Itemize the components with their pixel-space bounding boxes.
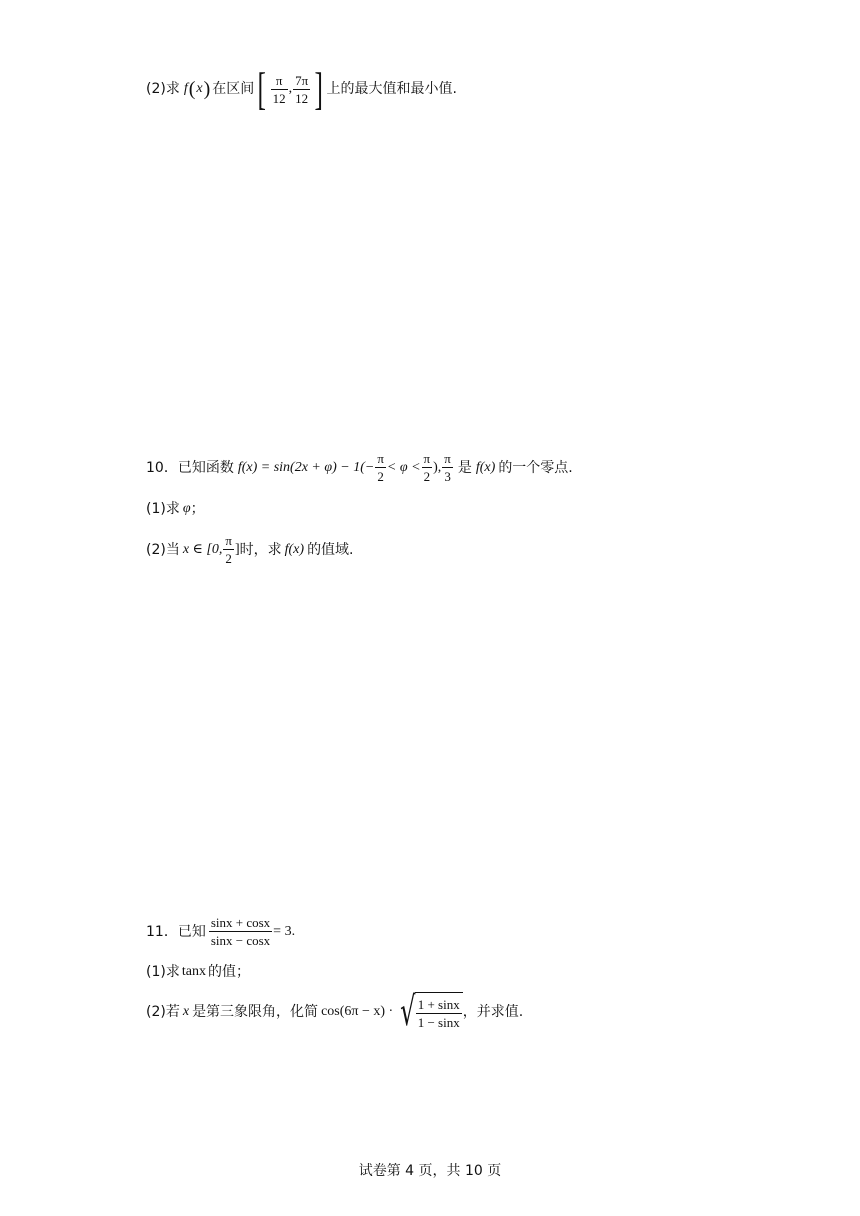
page-footer: 试卷第 4 页，共 10 页 [358, 1163, 502, 1179]
p11-sqrt-den: 1 − sinx [417, 1014, 460, 1030]
p10-frac1-num: π [377, 451, 384, 466]
p11-sqrt-body [415, 992, 463, 1032]
p11-sqrt-frac [416, 998, 462, 1029]
p10-frac2 [422, 452, 433, 483]
problem11-part1 [146, 965, 250, 979]
p10-part2-expr: x ∈ [0, [182, 541, 223, 557]
p11-part2-cos: cos(6π − x) · [321, 1004, 394, 1019]
p10-part2-prefix: (2)当 [146, 541, 180, 558]
p10-part2-frac [223, 534, 234, 565]
p9-rparen: ) [203, 78, 211, 100]
p9-var: x [196, 81, 203, 96]
p9-right-bracket: ] [314, 63, 324, 114]
p9-suffix: 上的最大值和最小值. [326, 81, 457, 97]
problem9-part2 [146, 63, 457, 114]
problem11-stem [146, 916, 295, 947]
p10-frac1 [375, 452, 386, 483]
p10-part1-var: φ [182, 501, 191, 516]
problem11-part2 [146, 989, 524, 1035]
p10-frac3 [442, 452, 453, 483]
p9-comma: , [288, 81, 293, 96]
p9-frac1-den: 12 [272, 90, 286, 106]
p11-part2-var: x [182, 1004, 190, 1019]
p10-frac3-num: π [444, 451, 451, 466]
p9-mid: 在区间 [212, 81, 255, 97]
p10-text2: 的一个零点. [498, 459, 573, 476]
p10-text1: 是 [457, 459, 472, 476]
problem10-stem [146, 452, 573, 483]
p10-part1-prefix: (1)求 [146, 501, 180, 517]
p9-frac2-num: 7π [295, 72, 309, 88]
p10-part2-close: ] [234, 541, 240, 557]
p10-part2-frac-num: π [225, 533, 232, 548]
p9-frac1 [271, 74, 288, 105]
p11-frac [209, 916, 272, 947]
p9-frac2 [293, 74, 310, 105]
p9-prefix: (2)求 [146, 81, 180, 97]
p11-eq: = 3. [273, 923, 296, 939]
p10-part2-text2: 的值域. [307, 541, 354, 558]
sqrt-icon: √ [400, 989, 416, 1035]
p11-part2-text2: ，并求值. [462, 1004, 524, 1020]
p11-part2-text1: 是第三象限角，化简 [192, 1004, 319, 1020]
p9-left-bracket: [ [257, 63, 267, 114]
p11-sqrt [395, 989, 463, 1035]
p9-frac1-num: π [275, 72, 283, 88]
p11-part1-expr: tanx [181, 964, 206, 979]
problem10-part2 [146, 534, 354, 565]
p11-part2-prefix: (2)若 [146, 1004, 180, 1020]
p11-frac-den: sinx − cosx [210, 933, 271, 948]
p10-expr1: f(x) = sin(2x + φ) − 1(− [237, 459, 375, 475]
p10-part2-frac-den: 2 [225, 551, 232, 566]
p10-frac2-num: π [423, 451, 431, 466]
p10-part2-expr2: f(x) [284, 541, 305, 557]
p10-frac1-den: 2 [377, 469, 384, 484]
problem10-part1 [146, 502, 205, 516]
p9-lparen: ( [188, 78, 196, 100]
p10-part1-suffix: ； [190, 501, 205, 517]
p10-frac3-den: 3 [444, 469, 451, 484]
p10-number: 10．已知函数 [146, 459, 234, 476]
p10-expr2: < φ < [386, 459, 421, 475]
p10-expr4: f(x) [475, 459, 496, 475]
p11-part1-suffix: 的值； [207, 964, 250, 980]
p10-part2-text1: 时，求 [239, 541, 282, 558]
p10-expr3: ), [433, 459, 442, 475]
p9-frac2-den: 12 [295, 90, 309, 106]
p11-part1-prefix: (1)求 [146, 964, 180, 980]
p11-number: 11．已知 [146, 923, 206, 940]
p9-func: f [183, 81, 188, 96]
p11-sqrt-num: 1 + sinx [417, 996, 460, 1012]
p10-frac2-den: 2 [423, 469, 431, 484]
p11-frac-num: sinx + cosx [210, 915, 271, 930]
